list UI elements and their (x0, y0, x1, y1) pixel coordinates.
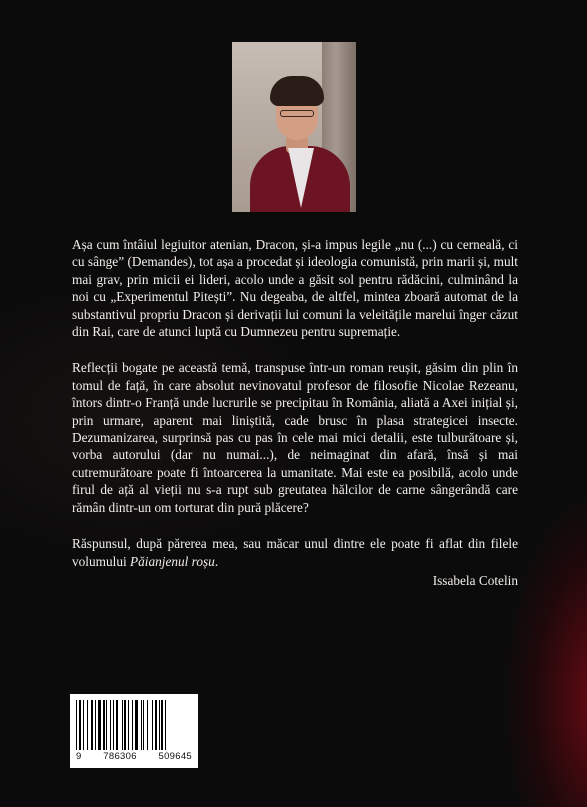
barcode-bar (152, 700, 153, 750)
barcode-bar (83, 700, 84, 750)
barcode-bar (113, 700, 114, 750)
barcode-bar (143, 700, 144, 750)
isbn-barcode (70, 694, 198, 768)
barcode-bar (122, 700, 123, 750)
barcode-bar (95, 700, 96, 750)
book-title: Păianjenul roșu (130, 553, 215, 569)
barcode-bar (128, 700, 129, 750)
barcode-bar (87, 700, 88, 750)
barcode-bar (110, 700, 111, 750)
barcode-bar (155, 700, 157, 750)
blurb-paragraph-3 (72, 535, 518, 570)
signature: Issabela Cotelin (432, 572, 518, 588)
author-photo (232, 42, 356, 212)
barcode-bar (79, 700, 81, 750)
barcode-digit-lead: 9 (76, 751, 82, 762)
paragraph-3-end: . (214, 553, 219, 569)
barcode-bar (147, 700, 148, 750)
barcode-bar (141, 700, 142, 750)
barcode-bar (132, 700, 133, 750)
barcode-bar (98, 700, 101, 750)
paragraph-3-text: Răspunsul, după părerea mea, sau măcar unul dintre ele poate fi aflat din filele volumului (72, 536, 518, 569)
barcode-bar (124, 700, 126, 750)
barcode-bar (135, 700, 138, 750)
blurb-paragraph-1: Așa cum întâiul legiuitor atenian, Dracon, și-a impus legile „nu (...) cu cerneală, ci cu sânge” (Demandes), tot așa a procedat și ideologia comunistă, prin marii și, mult mai grav, prin micii ei lideri, acolo unde a găsit sol pentru rădăcini, culminând la noi cu „Experimentul Pitești”. Nu degeaba, de altfel, mintea zboară automat de la substantivul propriu Dracon și derivații lui comuni la veleitățile marelui înger căzut din Rai, care de atunci luptă cu Dumnezeu pentru supremație. (72, 237, 518, 340)
barcode-bar (103, 700, 105, 750)
blurb-text (72, 236, 518, 608)
blurb-paragraph-2: Reflecții bogate pe această temă, transpuse într-un roman reușit, găsim din plin în tomul de față, în care absolut nevinovatul profesor de filosofie Nicolae Rezeanu, întors dintr-o Franță unde lucrurile se precipitau în România, aliată a Axei inițial și, prin urmare, aparent mai liniștită, cade brusc în plasa strategicei insecte. Dezumanizarea, surprinsă pas cu pas în cele mai mici detalii, este tulburătoare și, vorba autorului (dar nu numai...), de neimaginat din afară, însă și mai cutremurătoare poate fi întoarcerea la umanitate. Mai este ea posibilă, acolo unde firul de ață al vieții nu s-a rupt sub greutatea hălcilor de carne sângerândă care rămân dintr-un om torturat din pură plăcere? (72, 360, 518, 515)
barcode-digits-group-1: 786306 (103, 751, 137, 762)
barcode-bar (106, 700, 107, 750)
barcode-digits (76, 750, 192, 762)
barcode-bar (91, 700, 93, 750)
barcode-bar (165, 700, 166, 750)
barcode-bar (116, 700, 118, 750)
barcode-bar (161, 700, 163, 750)
barcode-bar (76, 700, 77, 750)
barcode-digits-group-2: 509645 (158, 751, 192, 762)
barcode-bar (159, 700, 160, 750)
barcode-bars (76, 700, 192, 750)
